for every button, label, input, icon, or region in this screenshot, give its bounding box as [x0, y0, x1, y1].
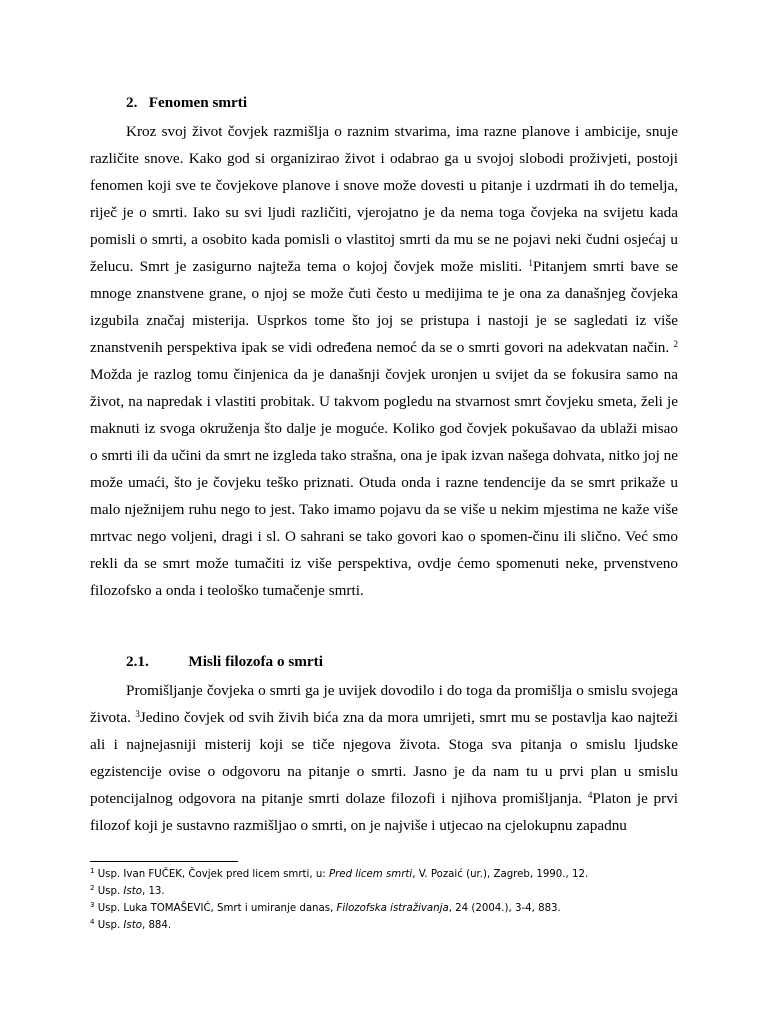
- footnote: [90, 917, 690, 934]
- subsection-heading: [126, 653, 323, 671]
- footnote-reference: 1: [528, 258, 533, 268]
- paragraph: [90, 118, 678, 604]
- footnote-italic: Isto: [123, 886, 142, 897]
- section-number: 2.: [126, 94, 138, 111]
- footnote: [90, 900, 690, 917]
- footnote-reference: 3: [135, 709, 140, 719]
- footnote-text: , 13.: [141, 886, 165, 897]
- footnote-italic: Filozofska istraživanja: [336, 903, 449, 914]
- paragraph-text: Možda je razlog tomu činjenica da je današnji čovjek uronjen u svijet da se fokusira samo na život, na napredak i vlastiti probitak. U takvom pogledu na stvarnost smrt čovjeku smeta, želi je maknuti iz svoga okruženja što dalje je moguće. Koliko god čovjek pokušavao da ublaži misao o smrti ili da učini da smrt ne izgleda tako strašna, ona je ipak izvan našega dohvata, nitko joj ne može umaći, što je čovjeku teško priznati. Otuda onda i razne tendencije da se smrt prikaže u malo nježnijem ruhu nego to jest. Tako imamo pojavu da se više u nekim mjestima ne kaže više mrtvac nego voljeni, dragi i sl. O sahrani se tako govori kao o spomen-činu ili slično. Već smo rekli da se smrt može tumačiti iz više perspektiva, ovdje ćemo spomenuti neke, prvenstveno filozofsko a onda i teološko tumačenje smrti.: [90, 366, 678, 599]
- subsection-body: [90, 677, 678, 839]
- paragraph: [90, 677, 678, 839]
- footnotes: [90, 866, 690, 934]
- paragraph-text: Platon je prvi filozof koji je sustavno razmišljao o smrti, on je najviše i utjecao na cjelokupnu zapadnu: [90, 790, 679, 834]
- footnote-mark: 4: [90, 918, 95, 926]
- footnote-text: Usp.: [94, 886, 124, 897]
- footnote-text: Usp.: [94, 920, 124, 931]
- footnote-text: Usp. Ivan FUČEK, Čovjek pred licem smrti, u:: [94, 869, 329, 880]
- footnote-mark: 2: [90, 884, 95, 892]
- subsection-title: Misli filozofa o smrti: [188, 653, 323, 670]
- section-heading: [126, 94, 247, 112]
- footnote-italic: Pred licem smrti: [328, 869, 413, 880]
- paragraph-text: Pitanjem smrti bave se mnoge znanstvene grane, o njoj se može čuti često u medijima te je ona za današnjeg čovjeka izgubila značaj misterija. Usprkos tome što joj se pristupa i nastoji je se sagledati iz više znanstvenih perspektiva ipak se vidi određena nemoć da se o smrti govori na adekvatan način.: [90, 258, 678, 356]
- footnote-italic: Isto: [123, 920, 142, 931]
- subsection-number: 2.1.: [126, 653, 149, 670]
- footnote-text: Usp. Luka TOMAŠEVIĆ, Smrt i umiranje danas,: [94, 903, 337, 914]
- paragraph-text: Promišljanje čovjeka o smrti ga je uvijek dovodilo i do toga da promišlja o smislu svojega života.: [90, 682, 678, 726]
- footnote-reference: 2: [673, 339, 678, 349]
- footnote-text: , 884.: [141, 920, 172, 931]
- paragraph-text: Kroz svoj život čovjek razmišlja o raznim stvarima, ima razne planove i ambicije, snuje različite snove. Kako god si organizirao život i odabrao ga u svojoj slobodi proživjeti, postoji fenomen koji sve te čovjekove planove i snove može dovesti u pitanje i uzdrmati ih do temelja, riječ je o smrti. Iako su svi ljudi različiti, vjerojatno je da nema toga čovjeka na svijetu kada pomisli o smrti, a osobito kada pomisli o vlastitoj smrti da mu se ne pojavi neki čudni osjećaj u želucu. Smrt je zasigurno najteža tema o kojoj čovjek može misliti.: [90, 123, 678, 275]
- section-title: Fenomen smrti: [148, 94, 248, 111]
- footnote-mark: 1: [90, 867, 95, 875]
- footnote: [90, 866, 690, 883]
- footnote-text: , V. Pozaić (ur.), Zagreb, 1990., 12.: [412, 869, 589, 880]
- footnote-reference: 4: [587, 790, 593, 800]
- footnote-text: , 24 (2004.), 3-4, 883.: [448, 903, 561, 914]
- footnote-separator: [90, 861, 238, 862]
- footnote-mark: 3: [90, 901, 95, 909]
- footnote: [90, 883, 690, 900]
- paragraph-text: Jedino čovjek od svih živih bića zna da mora umrijeti, smrt mu se postavlja kao najteži ali i najnejasniji misterij koji se tiče njegova života. Stoga sva pitanja o smislu ljudske egzistencije ovise o odgovoru na pitanje o smrti. Jasno je da nam tu u prvi plan u smislu potencijalnog odgovora na pitanje smrti dolaze filozofi i njihova promišljanja.: [90, 709, 678, 807]
- section-body: [90, 118, 678, 604]
